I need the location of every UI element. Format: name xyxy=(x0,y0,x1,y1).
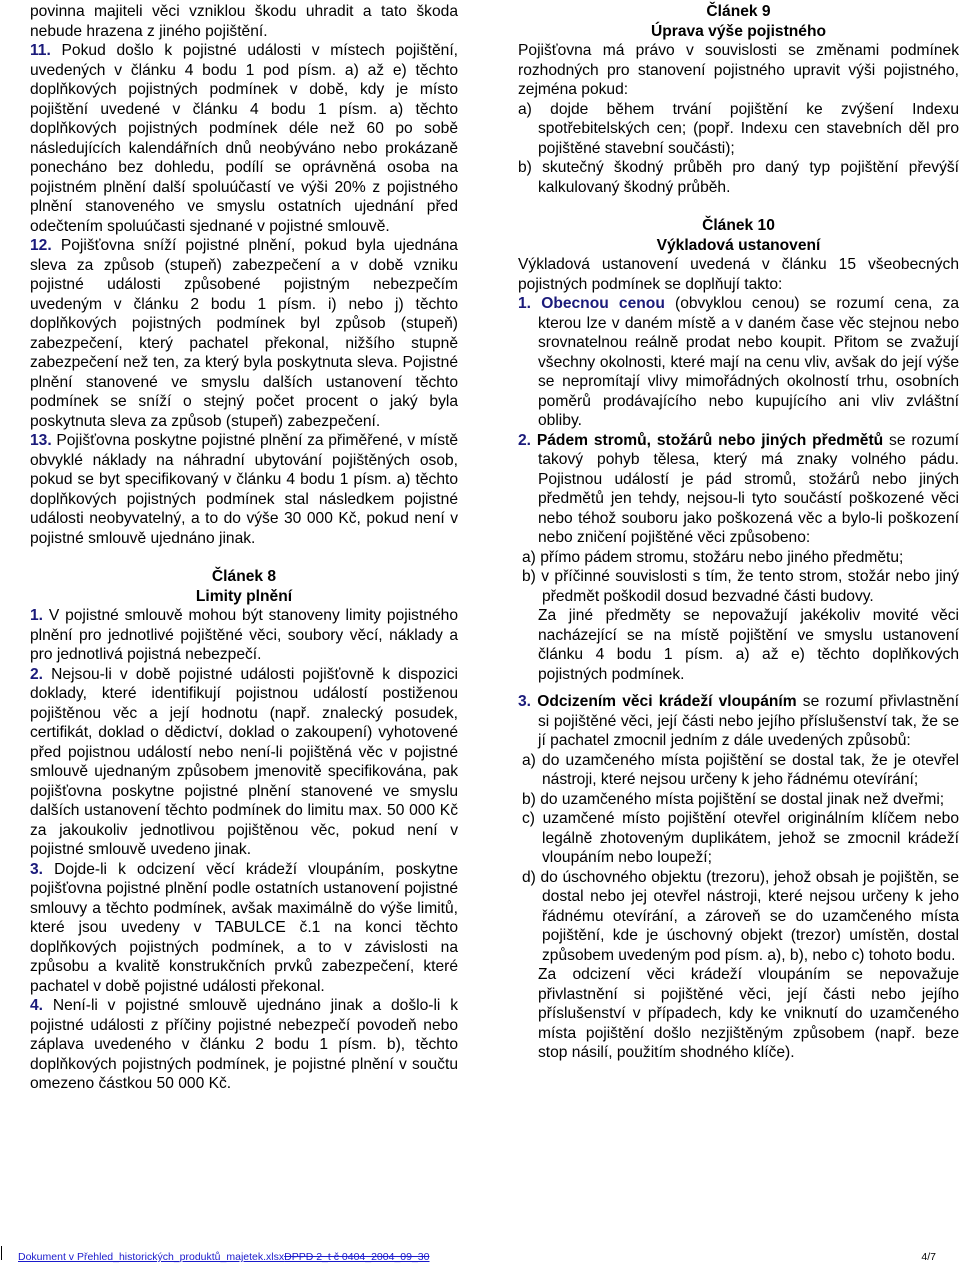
definition-3-note: Za odcizení věci krádeží vloupáním se nepovažuje přivlastnění si pojištěné věci, její části nebo jejího příslušenství v případech, kdy ke vniknutí do uzamčeného místa pojištění došlo nezjištěným způsobem (např. beze stop násilí, použitím shodného klíče). xyxy=(538,966,959,1061)
clause-number: 11. xyxy=(30,42,51,59)
definition-2-item-b: b) v příčinné souvislosti s tím, že tento strom, stožár nebo jiný předmět poškodil dosud bezvadné části budovy. xyxy=(522,568,959,605)
article-9-intro: Pojišťovna má právo v souvislosti se změnami podmínek rozhodných pro stanovení pojistného upravit výši pojistného, zejména pokud: xyxy=(518,42,959,98)
article-10-subtitle: Výkladová ustanovení xyxy=(656,236,821,254)
page-number: 4/7 xyxy=(921,1251,936,1263)
page-footer xyxy=(0,1244,960,1264)
definition-2-item-a: a) přímo pádem stromu, stožáru nebo jiného předmětu; xyxy=(522,548,904,566)
clause-text: Dojde-li k odcizení věcí krádeží vloupáním, poskytne pojišťovna pojistné plnění podle ostatních ustanovení pojistné smlouvy a těchto podmínek, avšak maximálně do výše limitů, které jsou uvedeny v TABULCE č.1 na konci těchto doplňkových pojistných podmínek, a to v závislosti na způsobu a kvalitě konstrukčních prvků zabezpečení, které pachatel v době pojistné události překonal. xyxy=(30,860,458,995)
definition-3-item-d: d) do úschovného objektu (trezoru), jehož obsah je pojištěn, se dostal nebo jej otevřel nástroji, které nejsou určeny k jeho řádnému otevírání, a zároveň se do uzamčeného místa pojištění, kde je úschovný objekt (trezor) umístěn, dostal způsobem uvedeným pod písm. a), b), nebo c) tohoto bodu. xyxy=(522,868,959,964)
paragraph-intro: povinna majiteli věci vzniklou škodu uhradit a tato škoda nebude hrazena z jiného pojištění. xyxy=(30,3,458,40)
clause-number: 13. xyxy=(30,432,52,449)
clause-number: 12. xyxy=(30,237,52,254)
article-8-clause-1 xyxy=(30,606,458,665)
definition-3-item-b: b) do uzamčeného místa pojištění se dostal jinak než dveřmi; xyxy=(522,790,945,808)
article-8-subtitle: Limity plnění xyxy=(195,587,293,605)
clause-text: Nejsou-li v době pojistné události pojišťovně k dispozici doklady, které identifikují pojistnou událostí postiženou pojištěnou věc a její hodnotu (např. znalecký posudek, certifikát, doklad o dědictví, doklad o zakoupení) vyhotovené před pojistnou událostí nebo není-li pojištěná věc v pojistné smlouvě ujednaným způsobem jmenovitě specifikována, pak pojišťovna poskytne pojistné plnění stanovené ve smyslu dalších ustanovení těchto podmínek do limitu max. 50 000 Kč za jakoukoliv jednotlivou pojištěnou věc, pokud není v pojistné smlouvě uvedeno jinak. xyxy=(30,665,458,858)
clause-number: 2. xyxy=(518,431,532,449)
definition-text: se rozumí přivlastnění si pojištěné věci, její části nebo jejího příslušenství tak, že se jí pachatel zmocnil jedním z dále uvedených způsobů: xyxy=(538,693,959,749)
article-9-title: Článek 9 xyxy=(706,3,771,20)
clause-number: 1. xyxy=(30,607,44,624)
definition-2-note: Za jiné předměty se nepovažují jakékoliv movité věci nacházející se na místě pojištění ve smyslu ustanovení článku 4 bodu 1 písm. a) až e) těchto doplňkových pojistných podmínek. xyxy=(538,607,959,683)
left-column xyxy=(30,2,458,1094)
definition-1 xyxy=(518,294,959,431)
definition-text: se rozumí takový pohyb tělesa, který má znaky volného pádu. Pojistnou událostí je pád stromů, stožárů nebo jiných předmětů jen tehdy, nejsou-li tyto součástí poškozené věci nebo téhož souboru jako poškozená věc a bylo-li poškození nebo zničení pojištěné věci způsobeno: xyxy=(538,431,959,546)
defined-term: Odcizením věci krádeží vloupáním xyxy=(537,693,797,710)
clause-number: 4. xyxy=(30,997,44,1014)
clause-13 xyxy=(30,431,458,548)
article-8-clause-2 xyxy=(30,665,458,860)
article-10-title: Článek 10 xyxy=(702,217,775,234)
definition-2 xyxy=(518,431,959,548)
article-8-clause-4 xyxy=(30,996,458,1094)
clause-text: Pojišťovna sníží pojistné plnění, pokud byla ujednána sleva za způsob (stupeň) zabezpečení a v době vzniku pojistné události způsobené pojistným nebezpečím uvedeným v článku 2 bodu 1 písm. i) nebo j) těchto doplňkových pojistných podmínek byl způsob (stupeň) zabezpečení, který pachatel překonal, nižšího stupně zabezpečení než ten, za který byla poskytnuta sleva. Pojistné plnění stanovené ve smyslu dalších ustanovení těchto podmínek se sníží o stejný počet procent o jaký byla poskytnuta sleva za způsob (stupeň) zabezpečení. xyxy=(30,237,458,430)
clause-12 xyxy=(30,236,458,431)
clause-11 xyxy=(30,41,458,236)
article-9-item-a: a) dojde během trvání pojištění ke zvýšení Indexu spotřebitelských cen; (popř. Indexu cen stavebních děl pro pojištěné stavební součásti); xyxy=(518,100,959,157)
article-8-title: Článek 8 xyxy=(211,568,277,585)
struck-filename: DPPD 2_t č 0404_2004_09_30 xyxy=(284,1251,430,1263)
clause-number: 2. xyxy=(30,665,44,683)
article-10-intro: Výkladová ustanovení uvedená v článku 15 všeobecných pojistných podmínek se doplňují takto: xyxy=(518,256,959,293)
change-bar xyxy=(1,1246,2,1260)
right-column xyxy=(518,2,959,1063)
article-9-subtitle: Úprava výše pojistného xyxy=(650,22,827,40)
clause-number: 3. xyxy=(30,860,44,878)
clause-text: Není-li v pojistné smlouvě ujednáno jinak a došlo-li k pojistné události z příčiny pojistné nebezpečí povodeň nebo záplava uvedeného v článku 2 bodu 1 písm. b), těchto doplňkových pojistných podmínek, je pojistné plnění v součtu omezeno částkou 50 000 Kč. xyxy=(30,997,458,1092)
defined-term: Pádem stromů, stožárů nebo jiných předmětů xyxy=(536,431,884,449)
definition-3 xyxy=(518,692,959,751)
definition-text: (obvyklou cenou) se rozumí cena, za kterou lze v daném místě a v daném čase věc stejnou nebo srovnatelnou reálně prodat nebo koupit. Přitom se zvažují všechny okolnosti, které mají na cenu vliv, avšak do její výše se nepromítají vlivy mimořádných okolností trhu, osobních poměrů prodávajícího nebo kupujícího ani vliv zvláštní obliby. xyxy=(538,295,959,429)
clause-number: 3. xyxy=(518,693,532,710)
clause-text: Pojišťovna poskytne pojistné plnění za přiměřené, v místě obvyklé náklady na náhradní ubytování pojištěných osob, pokud se byt specifikovaný v článku 4 bodu 1 písm. a) těchto doplňkových pojistných podmínek stal následkem pojistné události neobyvatelný, a to do výše 30 000 Kč, pokud není v pojistné smlouvě ujednáno jinak. xyxy=(30,432,458,547)
clause-text: Pokud došlo k pojistné události v místech pojištění, uvedených v článku 4 bodu 1 pod písm. a) až e) těchto doplňkových pojistných podmínek v době, kdy je místo pojištění uvedené v článku 4 bodu 1 písm. a) těchto doplňkových pojistných podmínek déle než 60 po sobě následujících kalendářních dnů neobýváno nebo prokázaně ponecháno bez dohledu, podílí se oprávněná osoba na pojistném plnění další spoluúčastí ve výši 20% z pojistného plnění stanoveného ve smyslu ostatních ujednání před odečtením spoluúčasti sjednané v pojistné smlouvě. xyxy=(30,42,458,235)
clause-text: V pojistné smlouvě mohou být stanoveny limity pojistného plnění pro jednotlivé pojištěné věci, soubory věcí, náklady a pro jednotlivá pojistná nebezpečí. xyxy=(30,607,458,663)
article-9-item-b: b) skutečný škodný průběh pro daný typ pojištění převýší kalkulovaný škodný průběh. xyxy=(518,159,959,196)
article-8-clause-3 xyxy=(30,860,458,997)
clause-number: 1. xyxy=(518,295,532,312)
document-link-text: Dokument v Přehled_historických_produktů_majetek.xlsx xyxy=(18,1251,285,1263)
definition-3-item-a: a) do uzamčeného místa pojištění se dostal tak, že je otevřel nástroji, které nejsou určeny k jeho řádnému otevírání; xyxy=(522,751,959,788)
definition-3-item-c: c) uzamčené místo pojištění otevřel originálním klíčem nebo legálně zhotoveným duplikátem, jehož se zmocnil krádeží vloupáním nebo loupeží; xyxy=(522,810,959,866)
defined-term: Obecnou cenou xyxy=(541,295,665,312)
